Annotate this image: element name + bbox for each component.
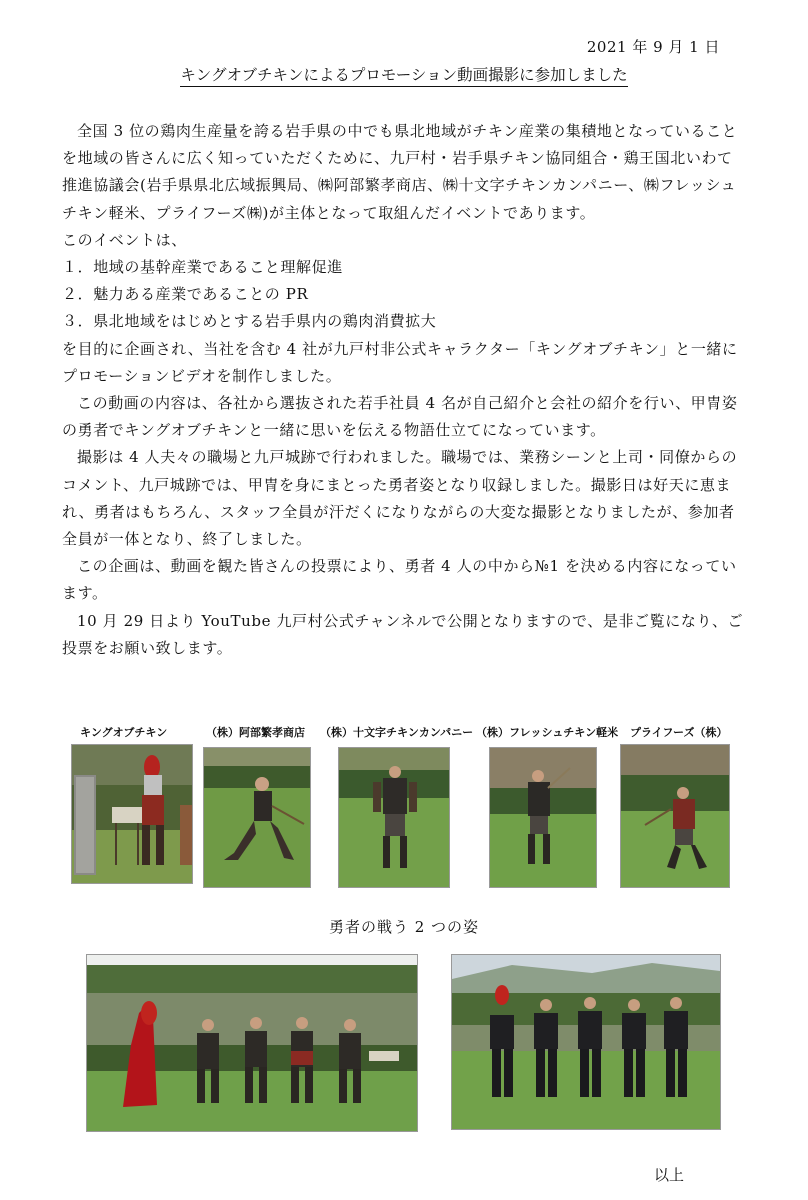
photo-fresh-chicken-karumai	[489, 747, 597, 888]
paragraph-intro: 全国 3 位の鶏肉生産量を誇る岩手県の中でも県北地域がチキン産業の集積地となっていることを地域の皆さんに広く知っていただくために、九戸村・岩手県チキン協同組合・鶏王国北いわて推進協議会(岩手県県北広域振興局、㈱阿部繁孝商店、㈱十文字チキンカンパニー、㈱フレッシュチキン軽米、プライフーズ㈱)が主体となって取組んだイベントであります。	[62, 122, 738, 222]
photo-prifoods	[620, 744, 730, 888]
photo-label-jumonji: （株）十文字チキンカンパニー	[320, 726, 474, 739]
closing-ijo: 以上	[654, 1166, 685, 1184]
paragraph-vote: この企画は、動画を観た皆さんの投票により、勇者 4 人の中から№1 を決める内容になっています。	[62, 557, 737, 603]
photo-label-fresh-chicken: （株）フレッシュチキン軽米	[476, 726, 619, 739]
document-title	[0, 63, 808, 85]
photo-king-of-chicken	[71, 744, 193, 884]
photo-label-prifoods: プライフーズ（株）	[630, 726, 728, 739]
purpose-item-2: ２．魅力ある産業であることの PR	[62, 285, 309, 304]
paragraph-content: この動画の内容は、各社から選抜された若手社員 4 名が自己紹介と会社の紹介を行い、甲冑姿の勇者でキングオブチキンと一緒に思いを伝える物語仕立てになっています。	[62, 394, 738, 440]
paragraph-purpose: を目的に企画され、当社を含む 4 社が九戸村非公式キャラクター「キングオブチキン」と一緒にプロモーションビデオを制作しました。	[62, 339, 738, 385]
document-date: 2021 年 9 月 1 日	[586, 38, 720, 56]
photo-abe-shigetaka	[203, 747, 311, 888]
document-title-text: キングオブチキンによるプロモーション動画撮影に参加しました	[180, 66, 627, 87]
paragraph-youtube: 10 月 29 日より YouTube 九戸村公式チャンネルで公開となりますので、是非ご覧になり、ご投票をお願い致します。	[62, 611, 744, 657]
photo-heroes-armor-group	[86, 954, 418, 1132]
photo-jumonji-chicken	[338, 747, 450, 888]
paragraph-event: このイベントは、	[62, 230, 187, 249]
photo-caption: 勇者の戦う 2 つの姿	[328, 918, 480, 936]
photo-label-abe: （株）阿部繁孝商店	[206, 726, 305, 739]
photo-label-king-of-chicken: キングオブチキン	[80, 726, 168, 739]
purpose-list	[62, 254, 746, 336]
paragraph-filming: 撮影は 4 人夫々の職場と九戸城跡で行われました。職場では、業務シーンと上司・同僚からのコメント、九戸城跡では、甲冑を身にまとった勇者姿となり収録しました。撮影日は好天に恵まれ、勇者はもちろん、スタッフ全員が汗だくになりながらの大変な撮影となりましたが、参加者全員が一体となり、終了しました。	[62, 448, 738, 549]
photo-labels	[0, 724, 808, 744]
photo-heroes-suit-group	[451, 954, 721, 1130]
purpose-item-1: １．地域の基幹産業であること理解促進	[62, 258, 343, 277]
document-body	[62, 118, 746, 662]
purpose-item-3: ３．県北地域をはじめとする岩手県内の鶏肉消費拡大	[62, 312, 437, 331]
